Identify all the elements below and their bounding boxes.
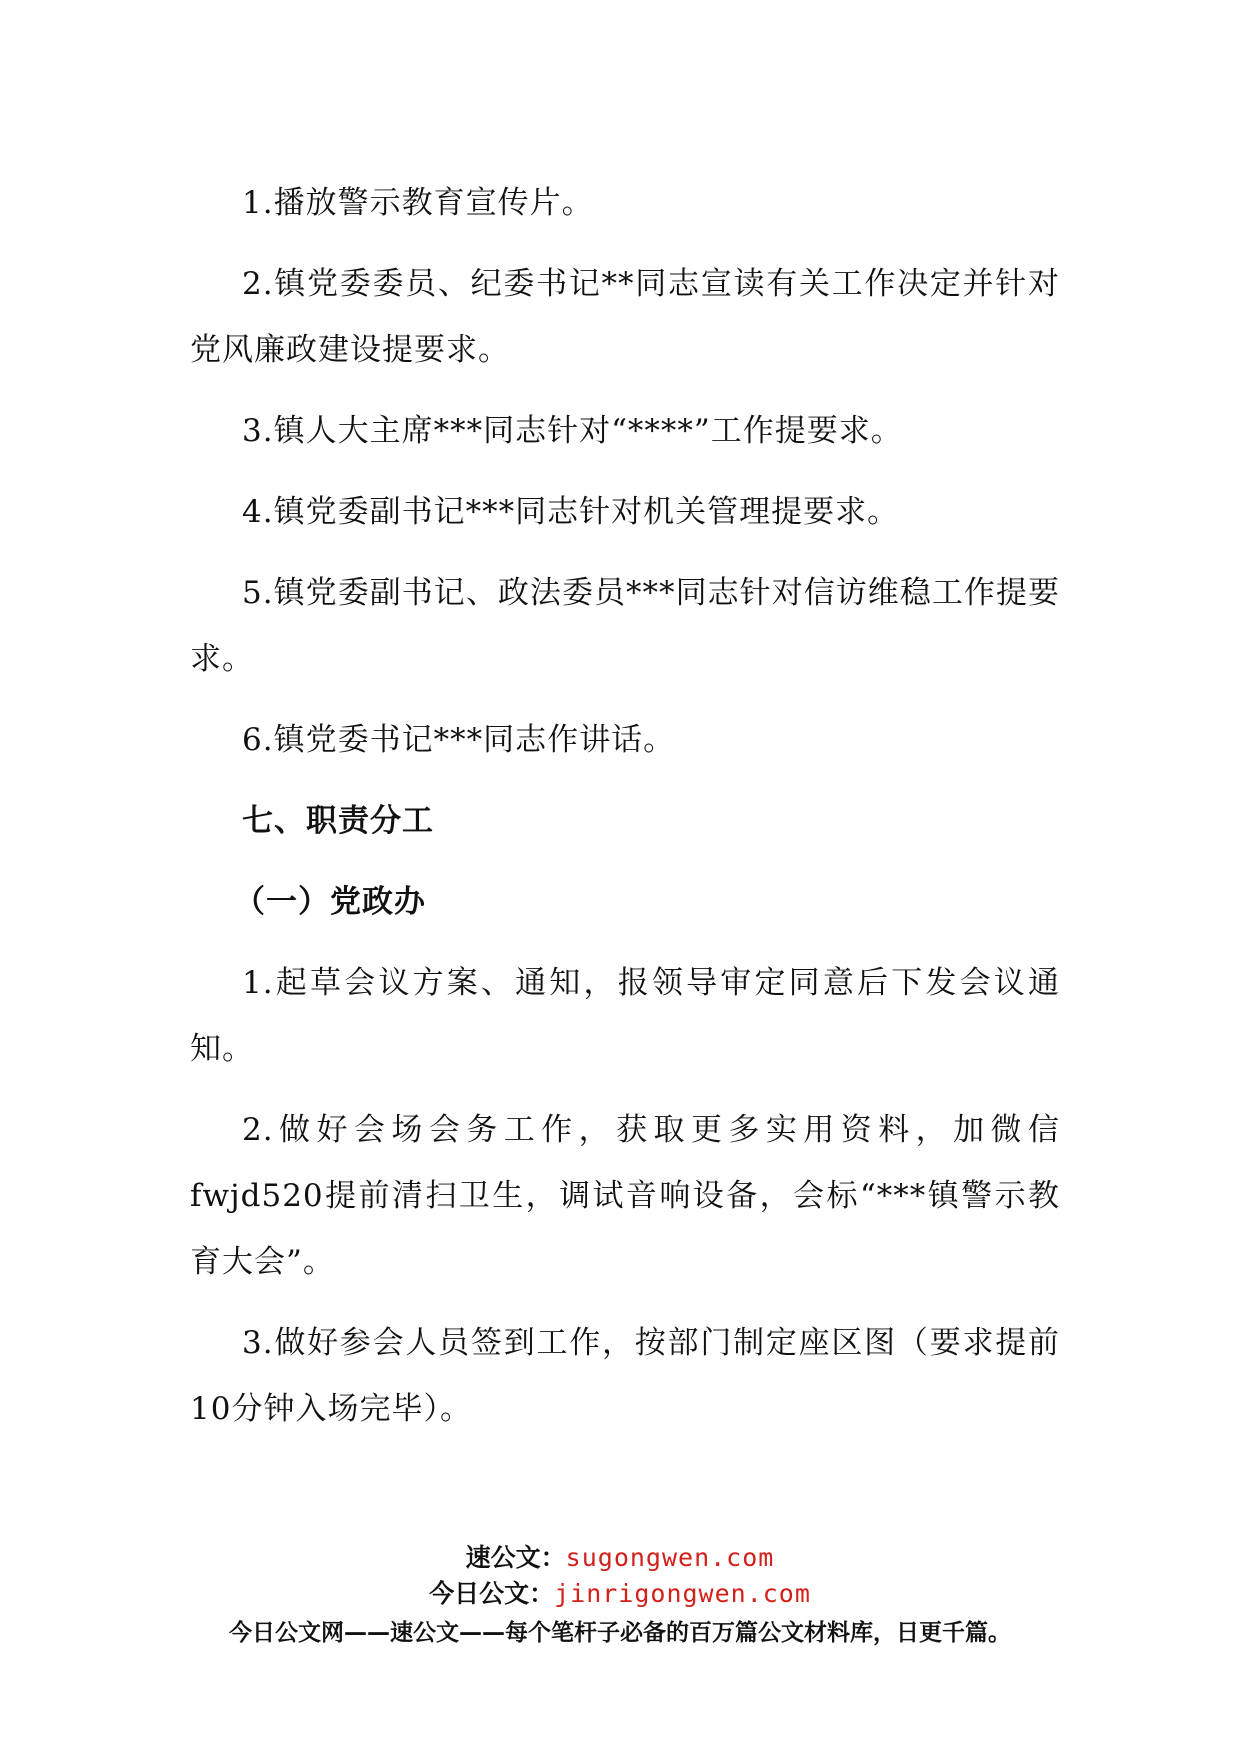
list-item-2: 2.镇党委委员、纪委书记**同志宣读有关工作决定并针对党风廉政建设提要求。 bbox=[190, 266, 1060, 368]
footer-slogan: 今日公文网——速公文——每个笔杆子必备的百万篇公文材料库，日更千篇。 bbox=[229, 1620, 1011, 1646]
footer-link-sugongwen[interactable]: sugongwen.com bbox=[565, 1543, 775, 1572]
list-item-4: 4.镇党委副书记***同志针对机关管理提要求。 bbox=[242, 494, 900, 530]
document-body bbox=[190, 170, 1060, 1457]
footer-link-jinrigongwen[interactable]: jinrigongwen.com bbox=[554, 1579, 811, 1608]
list-item-5: 5.镇党委副书记、政法委员***同志针对信访维稳工作提要求。 bbox=[190, 575, 1060, 677]
footer-label-sugongwen: 速公文： bbox=[465, 1543, 566, 1572]
list-item-1: 1.播放警示教育宣传片。 bbox=[242, 185, 594, 221]
list-item-6: 6.镇党委书记***同志作讲话。 bbox=[242, 722, 676, 758]
duty-item-1: 1.起草会议方案、通知，报领导审定同意后下发会议通知。 bbox=[190, 965, 1060, 1067]
duty-item-3: 3.做好参会人员签到工作，按部门制定座区图（要求提前10分钟入场完毕）。 bbox=[190, 1325, 1060, 1427]
page-footer bbox=[0, 1540, 1240, 1650]
subsection-heading: （一）党政办 bbox=[234, 884, 426, 920]
list-item-3: 3.镇人大主席***同志针对“****”工作提要求。 bbox=[242, 413, 903, 449]
section-heading: 七、职责分工 bbox=[242, 803, 434, 839]
footer-line-sugongwen bbox=[0, 1540, 1240, 1576]
duty-item-2: 2.做好会场会务工作，获取更多实用资料，加微信fwjd520提前清扫卫生，调试音响设备，会标“***镇警示教育大会”。 bbox=[190, 1112, 1060, 1280]
footer-label-jinrigongwen: 今日公文： bbox=[429, 1579, 555, 1608]
footer-line-jinrigongwen bbox=[0, 1576, 1240, 1612]
